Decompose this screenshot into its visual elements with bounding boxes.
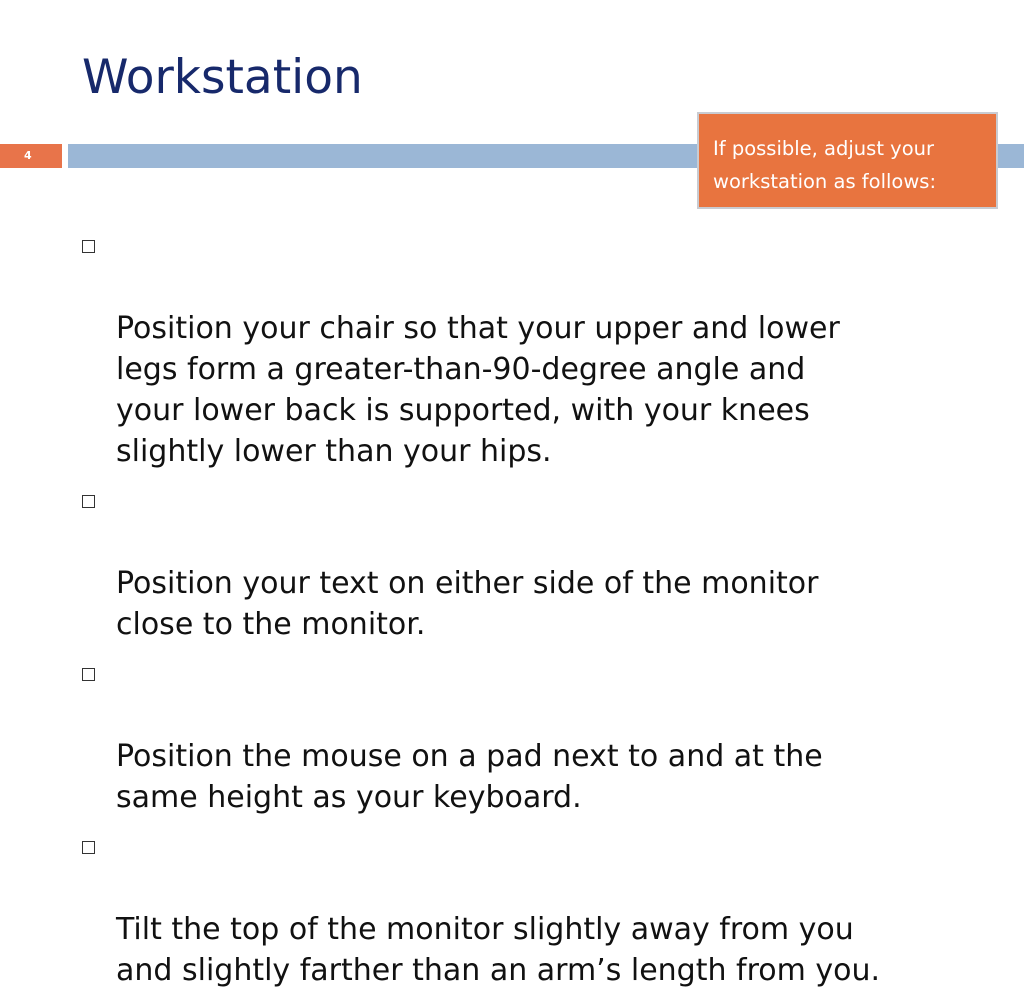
callout-line-2: workstation as follows: [713, 170, 937, 193]
list-item [80, 654, 1010, 818]
callout-box [697, 112, 998, 209]
list-item [80, 481, 1010, 645]
list-item [80, 226, 1010, 472]
list-item [80, 827, 1010, 991]
bullet-text: Tilt the top of the monitor slightly away from you and slightly farther than an arm’s length from you. [116, 912, 881, 988]
slide-title: Workstation [82, 50, 363, 105]
square-outline-icon [82, 841, 95, 854]
bullet-text: Position your text on either side of the monitor close to the monitor. [116, 566, 819, 642]
callout-line-1: If possible, adjust your [713, 137, 935, 160]
slide-number: 4 [24, 149, 32, 162]
bullet-text: Position the mouse on a pad next to and at the same height as your keyboard. [116, 739, 823, 815]
square-outline-icon [82, 240, 95, 253]
bullet-text: Position your chair so that your upper and lower legs form a greater-than-90-degree angle and your lower back is supported, with your knees slightly lower than your hips. [116, 311, 840, 469]
slide-number-badge [0, 144, 62, 168]
bullet-list [80, 226, 1010, 991]
square-outline-icon [82, 668, 95, 681]
square-outline-icon [82, 495, 95, 508]
